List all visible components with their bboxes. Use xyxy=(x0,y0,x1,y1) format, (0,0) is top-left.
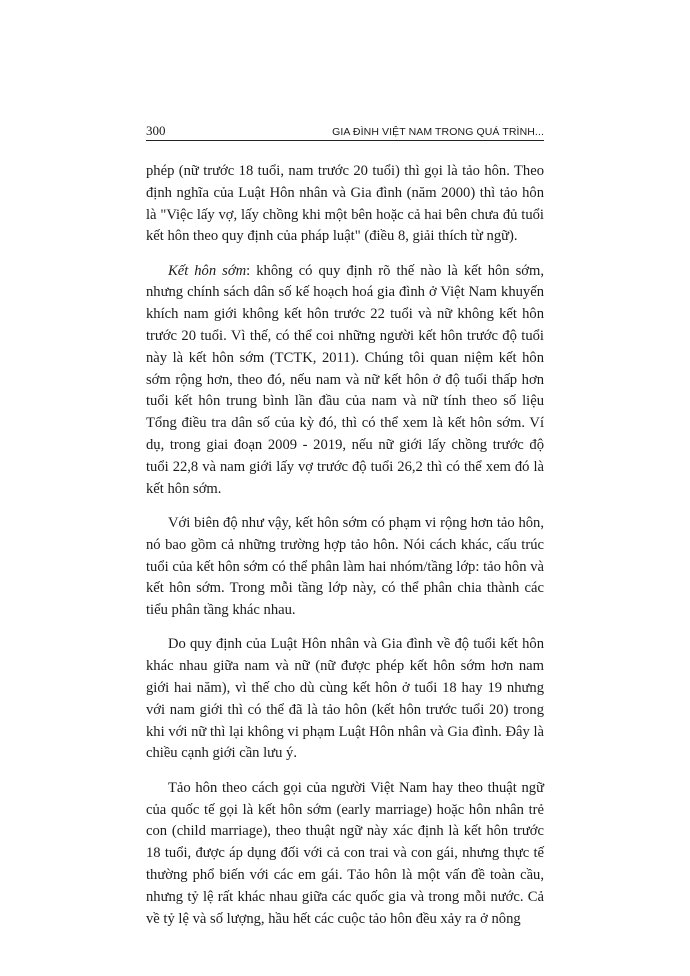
paragraph-1 xyxy=(146,161,544,248)
paragraph-2 xyxy=(146,261,544,501)
header-rule xyxy=(146,140,544,141)
paragraph-4-text: Do quy định của Luật Hôn nhân và Gia đình về độ tuổi kết hôn khác nhau giữa nam và nữ (nữ được phép kết hôn sớm hơn nam giới hai năm), vì thế cho dù cùng kết hôn ở tuổi 18 hay 19 nhưng với nam giới thì có thể đã là tảo hôn (kết hôn trước tuổi 20) trong khi với nữ thì lại không vi phạm Luật Hôn nhân và Gia đình. Đây là chiều cạnh giới cần lưu ý. xyxy=(146,636,544,762)
paragraph-2-text: : không có quy định rõ thế nào là kết hôn sớm, nhưng chính sách dân số kế hoạch hoá gia đình ở Việt Nam khuyến khích nam giới không kết hôn trước 22 tuổi và nữ không kết hôn trước 20 tuổi. Vì thế, có thể coi những người kết hôn trước độ tuổi này là kết hôn sớm (TCTK, 2011). Chúng tôi quan niệm kết hôn sớm rộng hơn, theo đó, nếu nam và nữ kết hôn ở độ tuổi thấp hơn tuổi kết hôn trung bình lần đầu của nam và nữ tính theo số liệu Tổng điều tra dân số của kỳ đó, thì có thể xem là kết hôn sớm. Ví dụ, trong giai đoạn 2009 - 2019, nếu nữ giới lấy chồng trước độ tuổi 22,8 và nam giới lấy vợ trước độ tuổi 26,2 thì có thể xem đó là kết hôn sớm. xyxy=(146,262,544,497)
paragraph-3 xyxy=(146,513,544,622)
page-number: 300 xyxy=(146,123,166,138)
body-text xyxy=(146,161,544,943)
page-header xyxy=(146,123,544,143)
term-ket-hon-som: Kết hôn sớm xyxy=(168,262,247,279)
paragraph-5-text: Tảo hôn theo cách gọi của người Việt Nam hay theo thuật ngữ của quốc tế gọi là kết hôn sớm (early marriage) hoặc hôn nhân trẻ con (child marriage), theo thuật ngữ này xác định là kết hôn trước 18 tuổi, được áp dụng đối với cả con trai và con gái, nhưng thực tế thường phổ biến với các em gái. Tảo hôn là một vấn đề toàn cầu, nhưng tỷ lệ rất khác nhau giữa các quốc gia và trong mỗi nước. Cả về tỷ lệ và số lượng, hầu hết các cuộc tảo hôn đều xảy ra ở nông xyxy=(146,779,544,927)
paragraph-4 xyxy=(146,634,544,765)
running-title: GIA ĐÌNH VIỆT NAM TRONG QUÁ TRÌNH... xyxy=(332,126,544,138)
paragraph-5 xyxy=(146,778,544,931)
paragraph-3-text: Với biên độ như vậy, kết hôn sớm có phạm vi rộng hơn tảo hôn, nó bao gồm cả những trường hợp tảo hôn. Nói cách khác, cấu trúc tuổi của kết hôn sớm có thể phân làm hai nhóm/tầng lớp: tảo hôn và kết hôn sớm. Trong mỗi tầng lớp này, có thể phân chia thành các tiểu phân tầng khác nhau. xyxy=(146,514,544,619)
paragraph-1-text: phép (nữ trước 18 tuổi, nam trước 20 tuổi) thì gọi là tảo hôn. Theo định nghĩa của Luật Hôn nhân và Gia đình (năm 2000) thì tảo hôn là "Việc lấy vợ, lấy chồng khi một bên hoặc cả hai bên chưa đủ tuổi kết hôn theo quy định của pháp luật" (điều 8, giải thích từ ngữ). xyxy=(146,163,544,245)
